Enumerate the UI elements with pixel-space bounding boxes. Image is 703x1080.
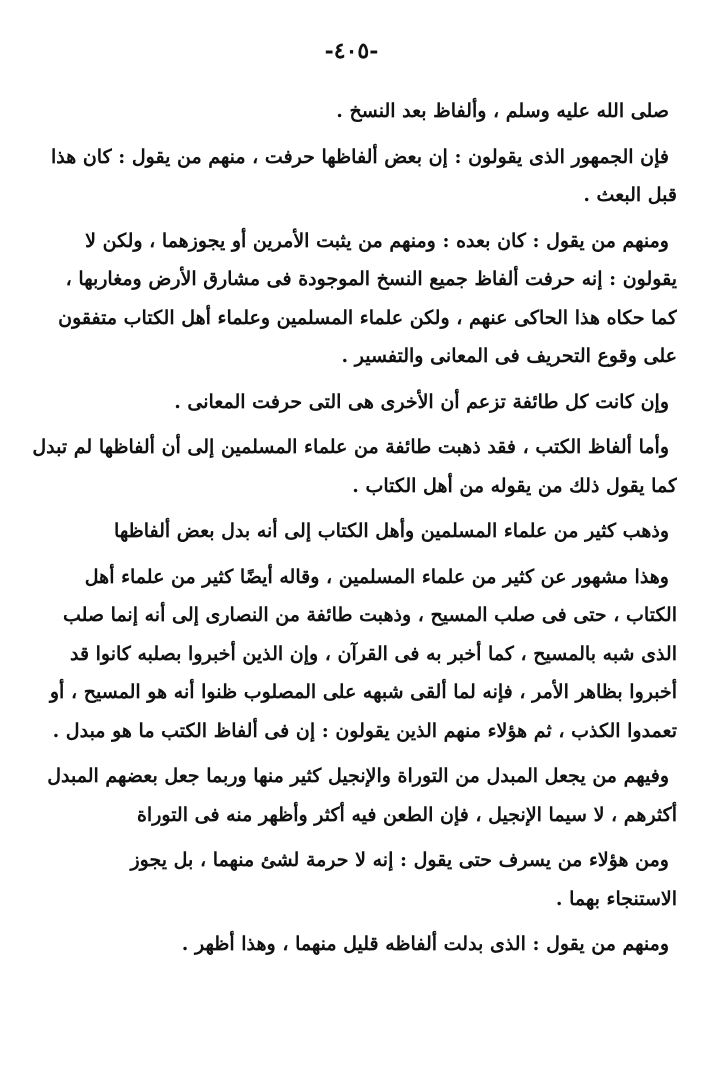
text-line: وهذا مشهور عن كثير من علماء المسلمين ، وقاله أيضًا كثير من علماء أهل (84, 565, 669, 588)
text-line: قبل البعث . (583, 184, 677, 206)
text-line: كما يقول ذلك من يقوله من أهل الكتاب . (352, 474, 677, 497)
text-line: أكثرهم ، لا سيما الإنجيل ، فإن الطعن فيه أكثر وأظهر منه فى التوراة (136, 803, 677, 826)
text-line: ومنهم من يقول : كان بعده : ومنهم من يثبت الأمرين أو يجوزهما ، ولكن لا (85, 229, 669, 252)
paragraph (32, 428, 677, 505)
paragraph (32, 558, 677, 751)
text-line: وذهب كثير من علماء المسلمين وأهل الكتاب إلى أنه بدل بعض ألفاظها (114, 520, 669, 542)
text-line: الذى شبه بالمسيح ، كما أخبر به فى القرآن ، وإن الذين أخبروا بصلبه كانوا قد (69, 642, 677, 665)
text-line: كما حكاه هذا الحاكى عنهم ، ولكن علماء المسلمين وعلماء أهل الكتاب متفقون (58, 306, 677, 329)
text-line: صلى الله عليه وسلم ، وألفاظ بعد النسخ . (336, 100, 669, 122)
text-line: وأما ألفاظ الكتب ، فقد ذهبت طائفة من علماء المسلمين إلى أن ألفاظها لم تبدل (32, 436, 669, 458)
paragraph (32, 841, 677, 918)
text-line: يقولون : إنه حرفت ألفاظ جميع النسخ الموجودة فى مشارق الأرض ومغاربها ، (65, 268, 677, 290)
text-line: ومنهم من يقول : الذى بدلت ألفاظه قليل منهما ، وهذا أظهر . (181, 933, 669, 955)
text-line: على وقوع التحريف فى المعانى والتفسير . (341, 345, 677, 367)
text-line: وإن كانت كل طائفة تزعم أن الأخرى هى التى حرفت المعانى . (174, 390, 669, 413)
paragraph (32, 925, 677, 964)
paragraph (32, 138, 677, 215)
paragraph (32, 92, 677, 131)
paragraph (32, 512, 677, 551)
document-body (32, 92, 677, 964)
text-line: تعمدوا الكذب ، ثم هؤلاء منهم الذين يقولون : إن فى ألفاظ الكتب ما هو مبدل . (52, 719, 677, 742)
text-line: أخبروا بظاهر الأمر ، فإنه لما ألقى شبهه على المصلوب ظنوا أنه هو المسيح ، أو (49, 681, 677, 703)
paragraph (32, 757, 677, 834)
paragraph (32, 222, 677, 376)
text-line: الاستنجاء بهما . (555, 887, 677, 910)
paragraph (32, 383, 677, 422)
text-line: وفيهم من يجعل المبدل من التوراة والإنجيل كثير منها وربما جعل بعضهم المبدل (47, 765, 669, 787)
text-line: ومن هؤلاء من يسرف حتى يقول : إنه لا حرمة لشئ منهما ، بل يجوز (130, 849, 669, 871)
text-line: فإن الجمهور الذى يقولون : إن بعض ألفاظها حرفت ، منهم من يقول : كان هذا (50, 145, 669, 168)
page-number: -٤٠٥- (324, 38, 379, 64)
text-line: الكتاب ، حتى فى صلب المسيح ، وذهبت طائفة من النصارى إلى أنه إنما صلب (62, 604, 677, 626)
